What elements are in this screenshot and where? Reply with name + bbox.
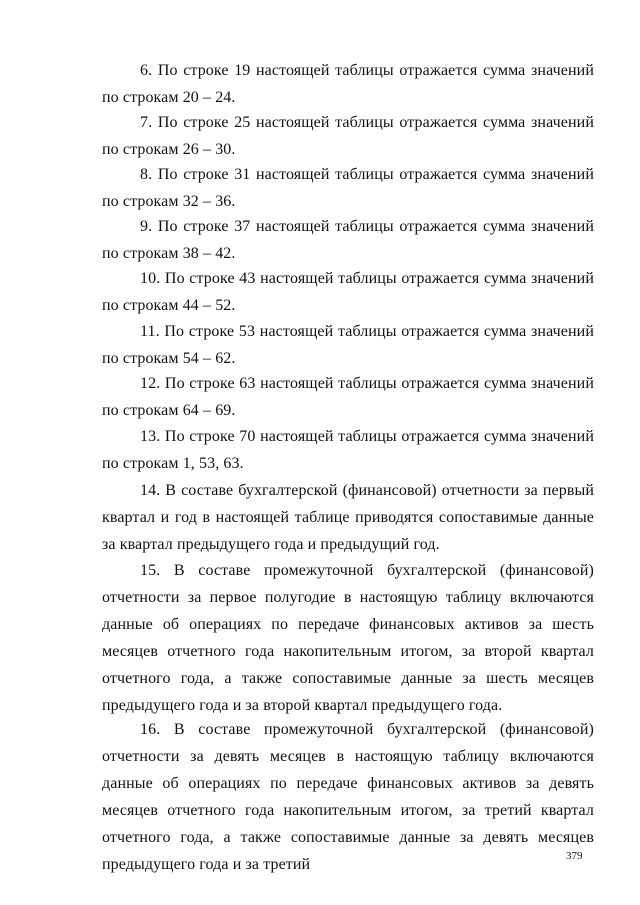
paragraph-10: 10. По строке 43 настоящей таблицы отражается сумма значений по строкам 44 – 52. [102, 270, 594, 314]
paragraph-12: 12. По строке 63 настоящей таблицы отражается сумма значений по строкам 64 – 69. [102, 375, 594, 419]
paragraph-6: 6. По строке 19 настоящей таблицы отражается сумма значений по строкам 20 – 24. [102, 62, 594, 106]
paragraph-15: 15. В составе промежуточной бухгалтерской (финансовой) отчетности за первое полугодие в настоящую таблицу включаются данные об операциях по передаче финансовых активов за шесть месяцев отчетного года накопительным итогом, за второй квартал отчетного года, а также сопоставимые данные за шесть месяцев предыдущего года и за второй квартал предыдущего года. [102, 562, 594, 714]
paragraph-7: 7. По строке 25 настоящей таблицы отражается сумма значений по строкам 26 – 30. [102, 114, 594, 158]
paragraph-11: 11. По строке 53 настоящей таблицы отражается сумма значений по строкам 54 – 62. [102, 323, 594, 367]
paragraph-9: 9. По строке 37 настоящей таблицы отражается сумма значений по строкам 38 – 42. [102, 218, 594, 262]
paragraph-13: 13. По строке 70 настоящей таблицы отражается сумма значений по строкам 1, 53, 63. [102, 428, 594, 472]
paragraph-8: 8. По строке 31 настоящей таблицы отражается сумма значений по строкам 32 – 36. [102, 166, 594, 210]
paragraph-14: 14. В составе бухгалтерской (финансовой) отчетности за первый квартал и год в настоящей таблице приводятся сопоставимые данные за квартал предыдущего года и предыдущий год. [102, 482, 594, 553]
page-number: 379 [566, 850, 583, 862]
paragraph-16: 16. В составе промежуточной бухгалтерской (финансовой) отчетности за девять месяцев в настоящую таблицу включаются данные об операциях по передаче финансовых активов за девять месяцев отчетного года накопительным итогом, за третий квартал отчетного года, а также сопоставимые данные за девять месяцев предыдущего года и за третий [102, 721, 594, 873]
